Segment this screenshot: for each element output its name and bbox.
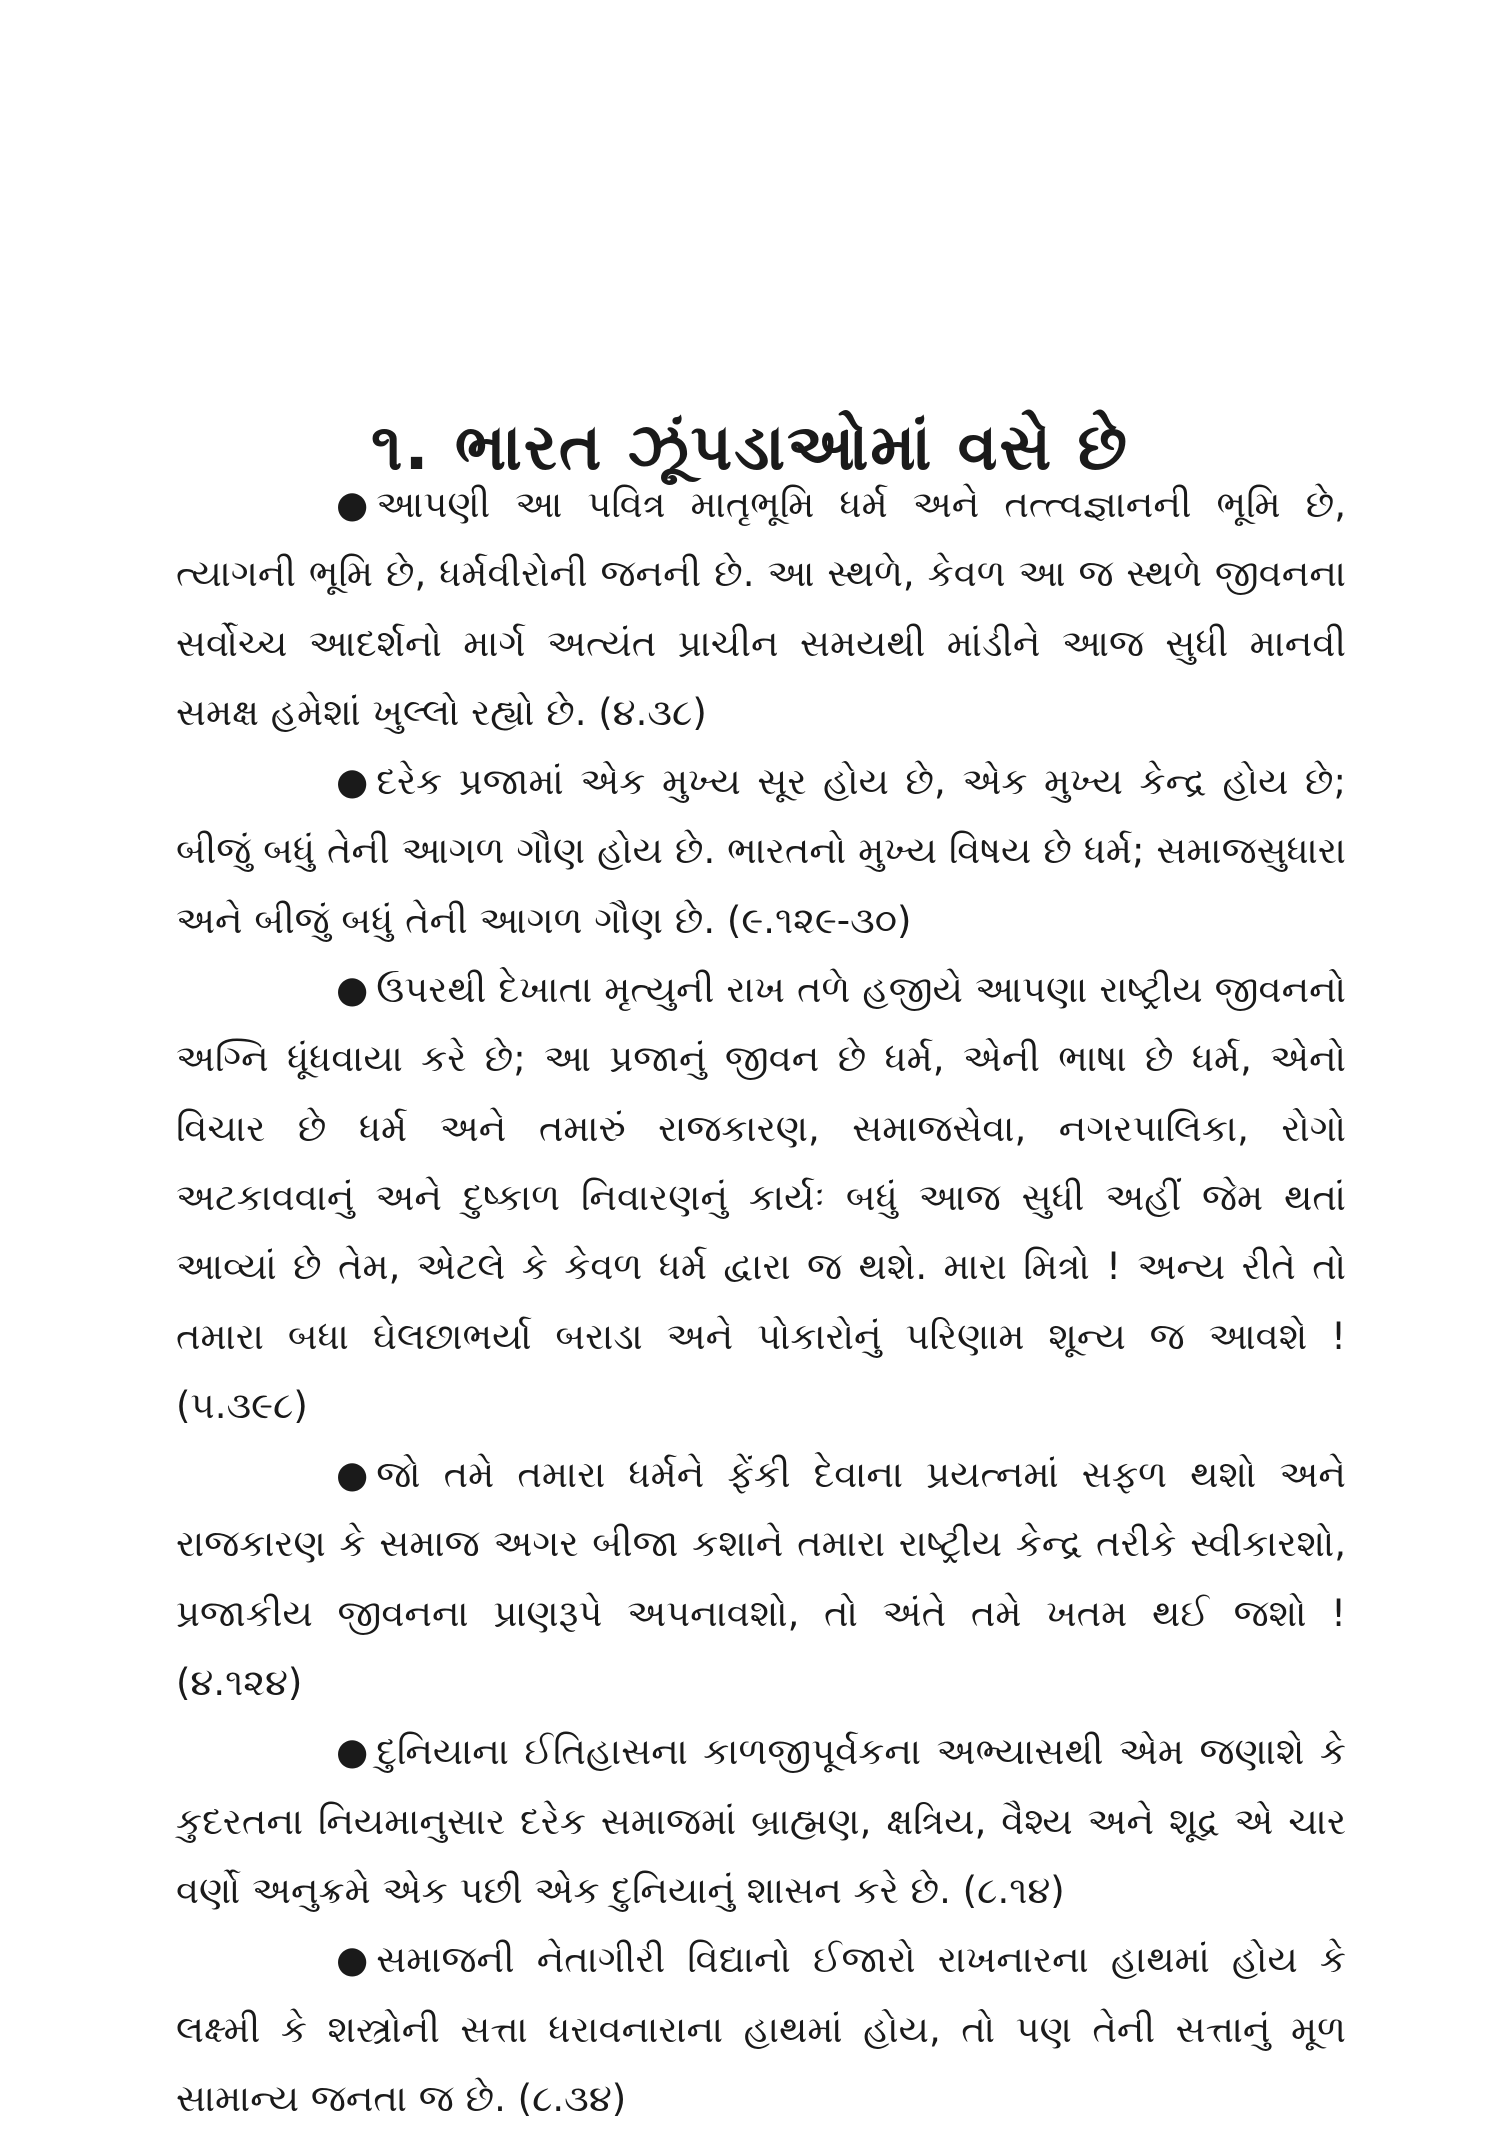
paragraph-5	[176, 1717, 1346, 1925]
bullet-icon: ●	[336, 968, 369, 1012]
paragraph-text: સમાજની નેતાગીરી વિદ્યાનો ઈજારો રાખનારના હાથમાં હોય કે લક્ષ્મી કે શસ્ત્રોની સત્તા ધરાવનારાના હાથમાં હોય, તો પણ તેની સત્તાનું મૂળ સામાન્ય જનતા જ છે. (૮.૩૪)	[176, 1938, 1346, 2120]
chapter-title: ૧. ભારત ઝૂંપડાઓમાં વસે છે	[370, 410, 1130, 485]
paragraph-text: ઉપરથી દેખાતા મૃત્યુની રાખ તળે હજીયે આપણા રાષ્ટ્રીય જીવનનો અગ્નિ ધૂંધવાયા કરે છે; આ પ્રજાનું જીવન છે ધર્મ, એની ભાષા છે ધર્મ, એનો વિચાર છે ધર્મ અને તમારું રાજકારણ, સમાજસેવા, નગરપાલિકા, રોગો અટકાવવાનું અને દુષ્કાળ નિવારણનું કાર્યઃ બધું આજ સુધી અહીં જેમ થતાં આવ્યાં છે તેમ, એટલે કે કેવળ ધર્મ દ્વારા જ થશે. મારા મિત્રો ! અન્ય રીતે તો તમારા બધા ઘેલછાભર્યા બરાડા અને પોકારોનું પરિણામ શૂન્ય જ આવશે ! (૫.૩૯૮)	[176, 968, 1346, 1427]
paragraph-2	[176, 747, 1346, 955]
bullet-icon: ●	[336, 1453, 369, 1497]
paragraph-4	[176, 1440, 1346, 1717]
paragraph-text: જો તમે તમારા ધર્મને ફેંકી દેવાના પ્રયત્નમાં સફળ થશો અને રાજકારણ કે સમાજ અગર બીજા કશાને તમારા રાષ્ટ્રીય કેન્દ્ર તરીકે સ્વીકારશો, પ્રજાકીય જીવનના પ્રાણરૂપે અપનાવશો, તો અંતે તમે ખતમ થઈ જશો ! (૪.૧૨૪)	[176, 1453, 1346, 1705]
paragraph-6	[176, 1925, 1346, 2133]
paragraph-text: આપણી આ પવિત્ર માતૃભૂમિ ધર્મ અને તત્ત્વજ્ઞાનની ભૂમિ છે, ત્યાગની ભૂમિ છે, ધર્મવીરોની જનની છે. આ સ્થળે, કેવળ આ જ સ્થળે જીવનના સર્વોચ્ચ આદર્શનો માર્ગ અત્યંત પ્રાચીન સમયથી માંડીને આજ સુધી માનવી સમક્ષ હમેશાં ખુલ્લો રહ્યો છે. (૪.૩૮)	[176, 483, 1346, 734]
paragraph-text: દરેક પ્રજામાં એક મુખ્ય સૂર હોય છે, એક મુખ્ય કેન્દ્ર હોય છે; બીજું બધું તેની આગળ ગૌણ હોય છે. ભારતનો મુખ્ય વિષય છે ધર્મ; સમાજસુધારા અને બીજું બધું તેની આગળ ગૌણ છે. (૯.૧૨૯-૩૦)	[176, 760, 1346, 942]
bullet-icon: ●	[336, 1730, 369, 1774]
paragraph-1	[176, 470, 1346, 747]
bullet-icon: ●	[336, 483, 369, 526]
paragraph-text: દુનિયાના ઈતિહાસના કાળજીપૂર્વકના અભ્યાસથી એમ જણાશે કે કુદરતના નિયમાનુસાર દરેક સમાજમાં બ્રાહ્મણ, ક્ષત્રિય, વૈશ્ય અને શૂદ્ર એ ચાર વર્ણો અનુક્રમે એક પછી એક દુનિયાનું શાસન કરે છે. (૮.૧૪)	[176, 1730, 1346, 1912]
bullet-icon: ●	[336, 1938, 369, 1982]
bullet-icon: ●	[336, 760, 369, 804]
paragraph-3	[176, 955, 1346, 1440]
chapter-body	[176, 470, 1346, 2133]
